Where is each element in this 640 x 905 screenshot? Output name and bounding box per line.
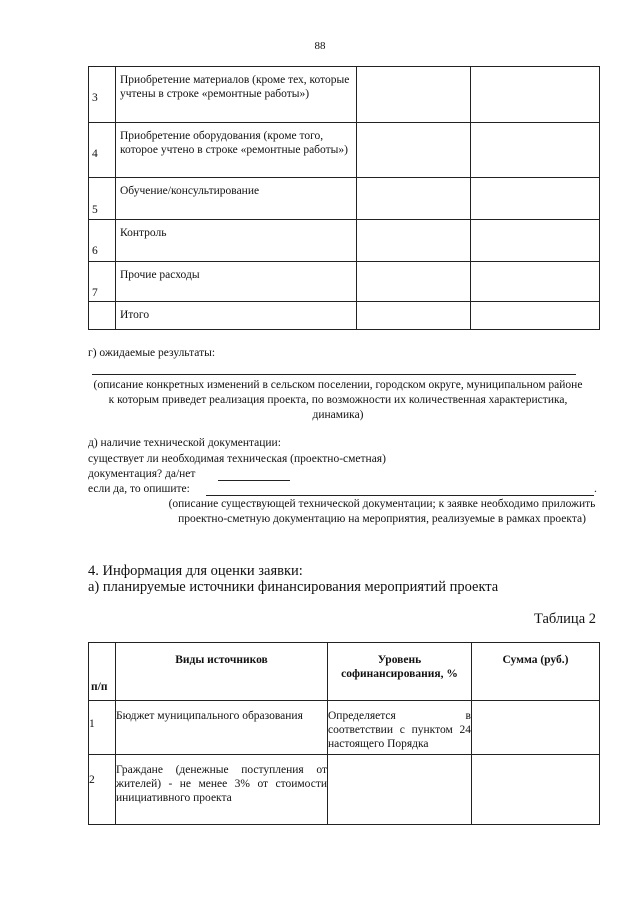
page-number: 88 xyxy=(314,40,326,52)
row-number: 4 xyxy=(92,148,98,160)
section-4-title: 4. Информация для оценки заявки: xyxy=(88,563,303,579)
row-description: Приобретение оборудования (кроме того, которое учтено в строке «ремонтные работы») xyxy=(120,130,348,156)
row-number-cell xyxy=(89,701,116,755)
row-number-cell xyxy=(89,123,116,178)
tech-docs-describe-end: . xyxy=(594,483,597,495)
empty-cell xyxy=(471,302,600,330)
table-caption: Таблица 2 xyxy=(533,611,596,627)
empty-cell xyxy=(471,67,600,123)
source-text: Граждане (денежные поступления от жителей) - не менее 3% от стоимости инициативного проекта xyxy=(116,764,327,804)
level-cell xyxy=(328,755,472,825)
header-sum: Сумма (руб.) xyxy=(502,654,569,666)
table-row xyxy=(89,701,600,755)
tech-docs-describe-line[interactable] xyxy=(206,495,594,496)
row-description: Обучение/консультирование xyxy=(120,185,260,197)
row-number-cell xyxy=(89,755,116,825)
empty-cell xyxy=(357,67,471,123)
table-row xyxy=(89,262,600,302)
tech-docs-question-line2: документация? да/нет xyxy=(88,468,196,480)
header-source: Виды источников xyxy=(175,654,268,666)
row-description-cell xyxy=(116,123,357,178)
row-description: Контроль xyxy=(120,227,167,239)
empty-cell xyxy=(357,220,471,262)
row-description: Прочие расходы xyxy=(120,269,200,281)
results-input-line[interactable] xyxy=(92,374,576,375)
empty-cell xyxy=(357,178,471,220)
row-number: 7 xyxy=(92,287,98,299)
sum-cell xyxy=(472,755,600,825)
source-cell xyxy=(116,701,328,755)
header-cell-num xyxy=(89,643,116,701)
row-number: 3 xyxy=(92,92,98,104)
source-cell xyxy=(116,755,328,825)
table-row xyxy=(89,302,600,330)
tech-docs-describe-label: если да, то опишите: xyxy=(88,483,190,495)
source-text: Бюджет муниципального образования xyxy=(116,710,303,722)
row-number: 5 xyxy=(92,204,98,216)
level-text: Определяется в соответствии с пунктом 24 настоящего Порядка xyxy=(328,710,471,750)
empty-cell xyxy=(471,123,600,178)
tech-docs-hint: (описание существующей технической документации; к заявке необходимо приложить проектно-сметную документацию на мероприятия, реализуемые в рамках проекта) xyxy=(168,498,596,525)
results-label: г) ожидаемые результаты: xyxy=(88,347,216,359)
row-number: 6 xyxy=(92,245,98,257)
table-row xyxy=(89,123,600,178)
row-number-cell xyxy=(89,220,116,262)
table-row xyxy=(89,178,600,220)
table-row xyxy=(89,755,600,825)
empty-cell xyxy=(471,220,600,262)
header-num: п/п xyxy=(91,681,108,693)
row-description-cell xyxy=(116,178,357,220)
costs-table xyxy=(88,66,600,330)
row-description-cell xyxy=(116,262,357,302)
row-number: 2 xyxy=(89,774,95,786)
sources-table xyxy=(88,642,600,825)
row-description-cell xyxy=(116,67,357,123)
row-description: Приобретение материалов (кроме тех, которые учтены в строке «ремонтные работы») xyxy=(120,74,350,100)
row-number-cell xyxy=(89,302,116,330)
empty-cell xyxy=(471,178,600,220)
total-label: Итого xyxy=(120,309,150,321)
empty-cell xyxy=(471,262,600,302)
row-number: 1 xyxy=(89,718,95,730)
row-number-cell xyxy=(89,67,116,123)
empty-cell xyxy=(357,302,471,330)
section-4-subtitle: а) планируемые источники финансирования мероприятий проекта xyxy=(88,579,499,595)
table-header-row xyxy=(89,643,600,701)
row-number-cell xyxy=(89,178,116,220)
empty-cell xyxy=(357,123,471,178)
tech-docs-question-line1: существует ли необходимая техническая (проектно-сметная) xyxy=(88,453,386,465)
header-level: Уровень софинансирования, % xyxy=(341,654,458,680)
table-row xyxy=(89,67,600,123)
row-number-cell xyxy=(89,262,116,302)
tech-docs-label: д) наличие технической документации: xyxy=(88,437,281,449)
header-cell-sum xyxy=(472,643,600,701)
row-description-cell xyxy=(116,220,357,262)
table-row xyxy=(89,220,600,262)
header-cell-level xyxy=(328,643,472,701)
row-description-cell xyxy=(116,302,357,330)
results-hint: (описание конкретных изменений в сельском поселении, городском округе, муниципальном районе к которым приведет реализация проекта, по возможности их количественная характеристика, динамика) xyxy=(93,379,583,421)
header-cell-source xyxy=(116,643,328,701)
level-cell xyxy=(328,701,472,755)
yes-no-answer-line[interactable] xyxy=(218,480,290,481)
sum-cell xyxy=(472,701,600,755)
empty-cell xyxy=(357,262,471,302)
